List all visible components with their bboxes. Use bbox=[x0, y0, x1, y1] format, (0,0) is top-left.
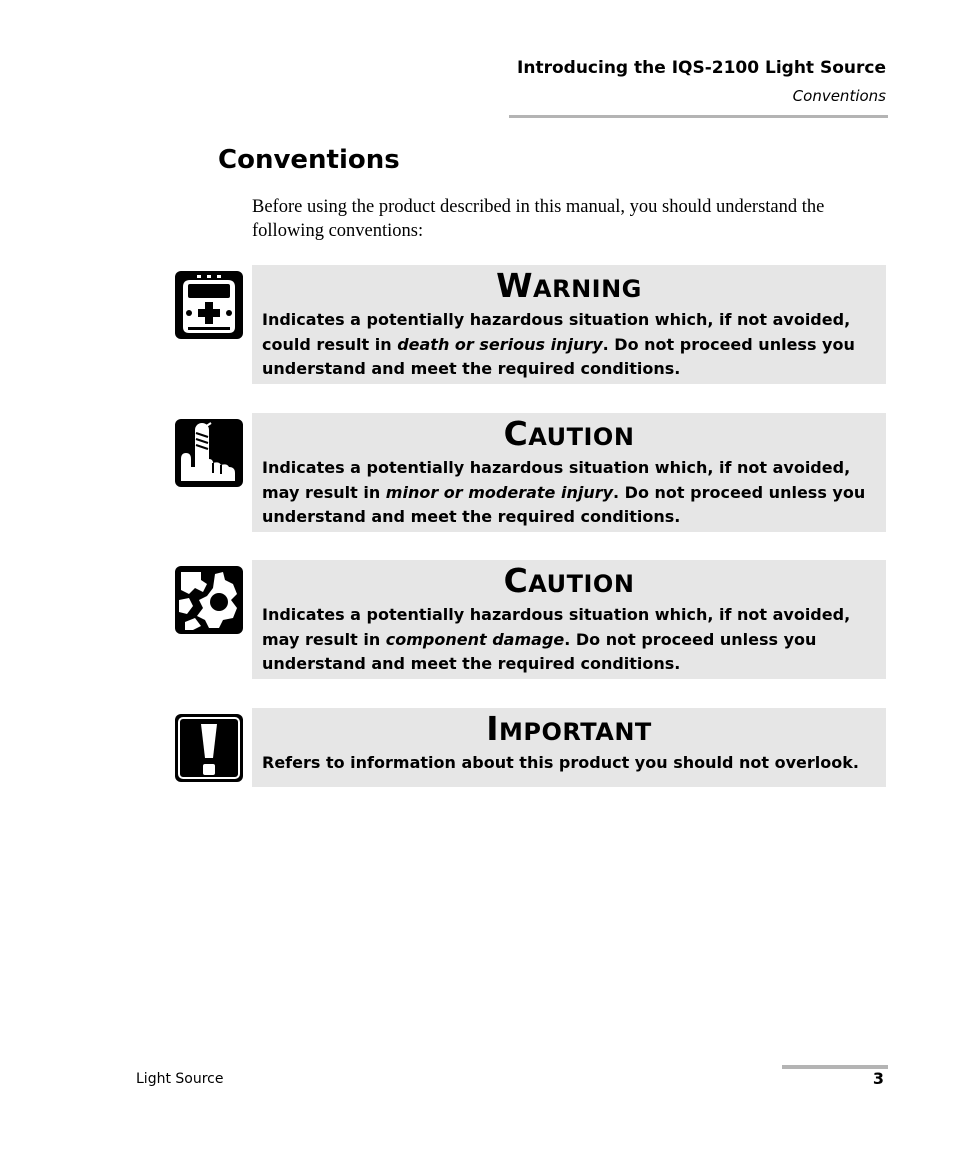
section-title: Conventions bbox=[218, 145, 400, 175]
header-rule bbox=[509, 115, 888, 118]
warning-box bbox=[252, 265, 886, 384]
caution-injury-box bbox=[252, 413, 886, 532]
important-notice bbox=[175, 708, 886, 788]
caution-damage-text: Indicates a potentially hazardous situation which, if not avoided, may result in component damage. Do not proceed unless you understand and meet the required conditions. bbox=[262, 605, 851, 673]
caution-damage-box bbox=[252, 560, 886, 679]
ambulance-icon bbox=[175, 271, 243, 339]
warning-notice bbox=[175, 265, 886, 385]
broken-gear-icon bbox=[175, 566, 243, 634]
bandaged-finger-icon bbox=[175, 419, 243, 487]
exclamation-icon bbox=[175, 714, 243, 782]
caution-injury-title: CAUTION bbox=[503, 414, 635, 453]
page-number: 3 bbox=[872, 1069, 884, 1088]
important-text: Refers to information about this product you should not overlook. bbox=[262, 753, 859, 772]
caution-damage-notice bbox=[175, 560, 886, 680]
important-title: IMPORTANT bbox=[486, 709, 652, 748]
caution-injury-notice bbox=[175, 413, 886, 533]
caution-damage-title: CAUTION bbox=[503, 561, 635, 600]
warning-title: WARNING bbox=[496, 266, 642, 305]
intro-paragraph: Before using the product described in this manual, you should understand the following conventions: bbox=[252, 197, 825, 241]
footer-product-name: Light Source bbox=[136, 1071, 224, 1087]
warning-text: Indicates a potentially hazardous situation which, if not avoided, could result in death or serious injury. Do not proceed unless you understand and meet the required conditions. bbox=[262, 310, 855, 378]
running-header-chapter: Introducing the IQS-2100 Light Source bbox=[517, 58, 886, 78]
caution-injury-text: Indicates a potentially hazardous situation which, if not avoided, may result in minor or moderate injury. Do not proceed unless you understand and meet the required conditions. bbox=[262, 458, 866, 526]
important-box bbox=[252, 708, 886, 787]
running-header-section: Conventions bbox=[792, 87, 886, 105]
